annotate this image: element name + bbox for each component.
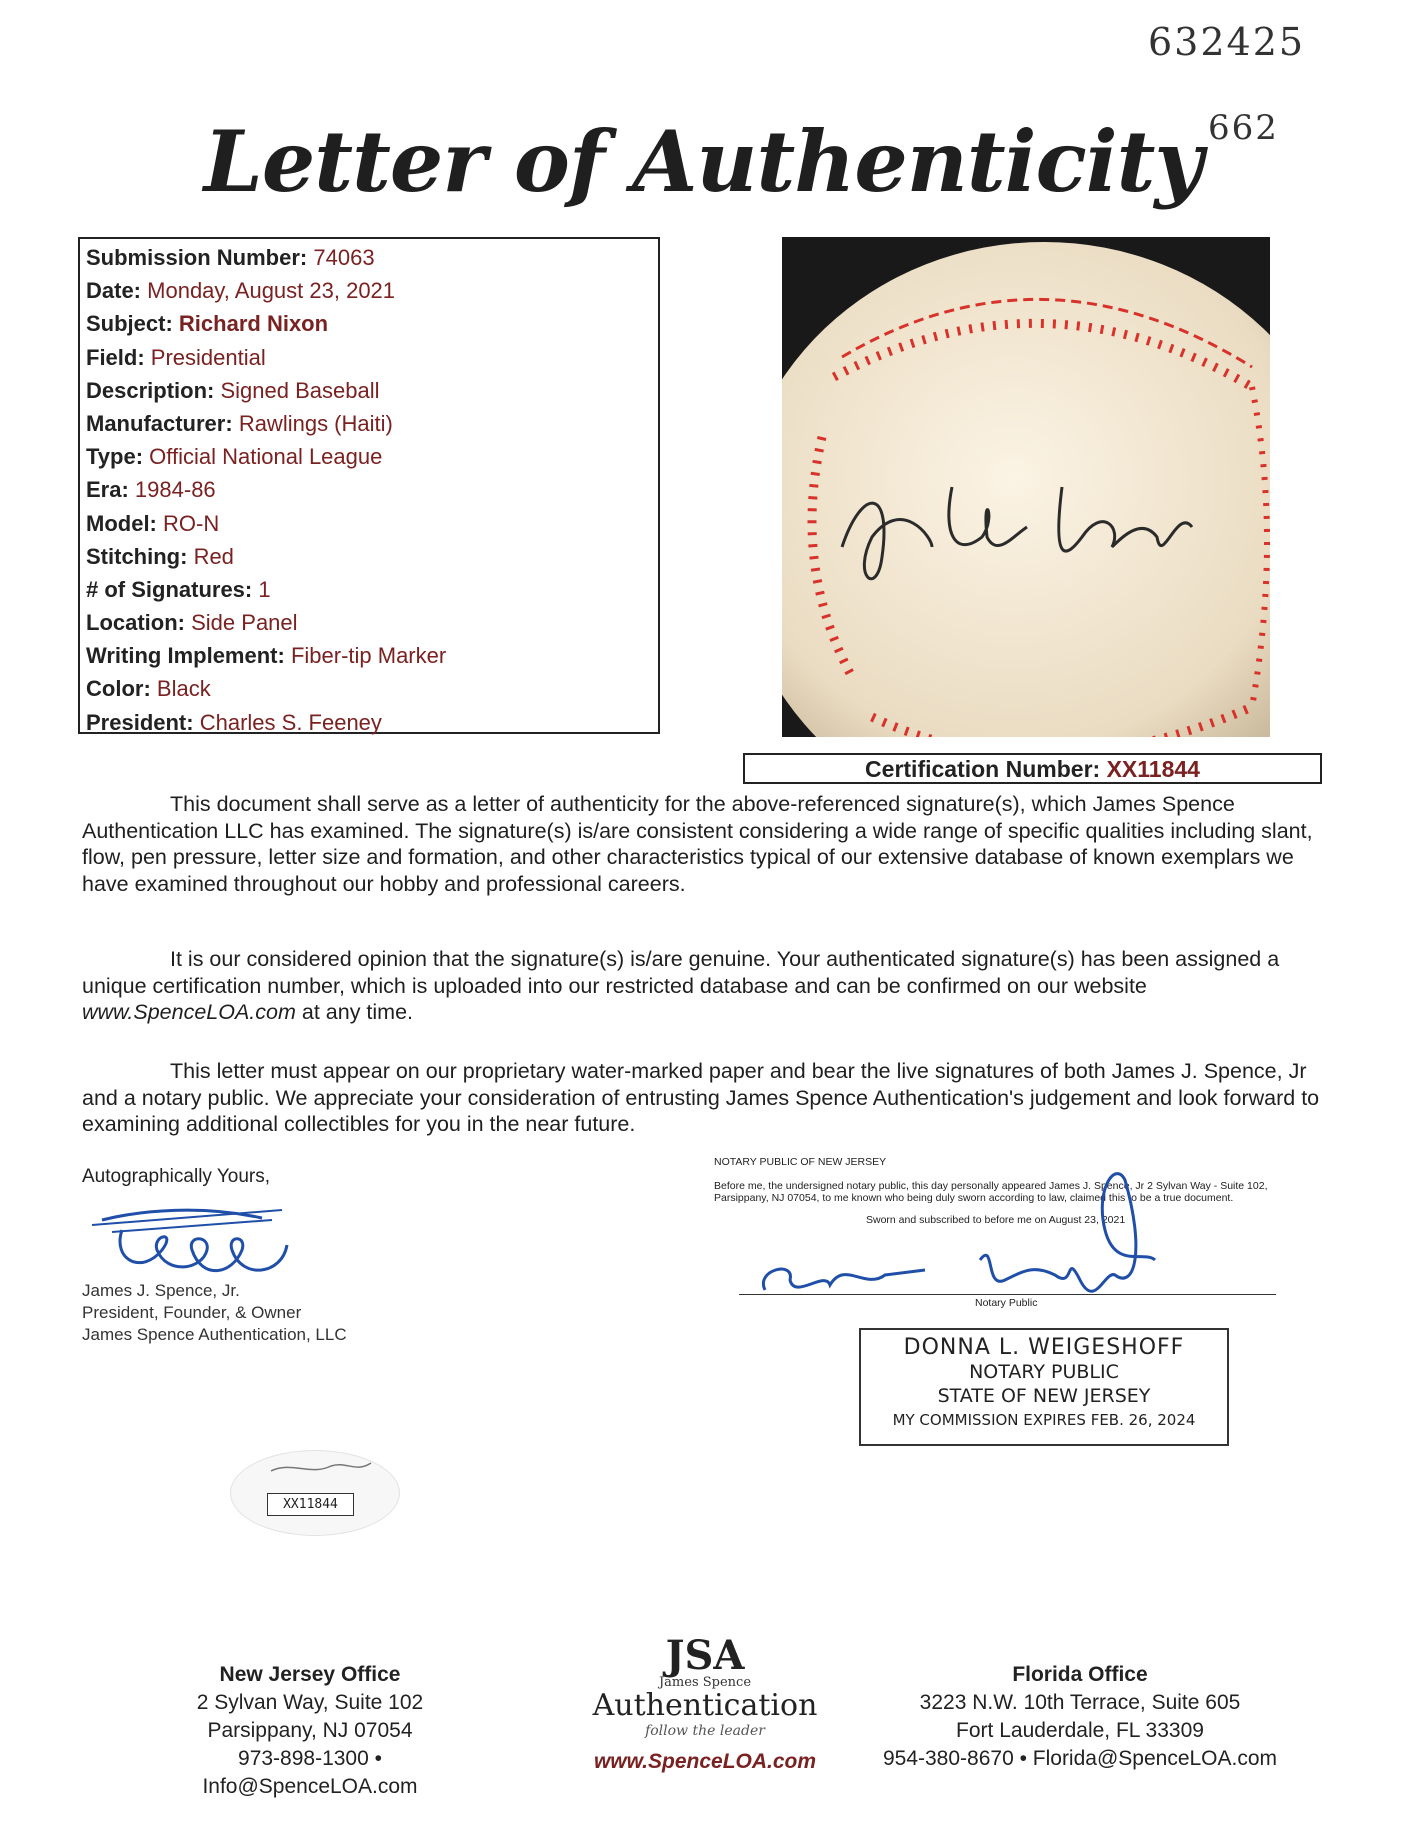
notary-sworn: Sworn and subscribed to before me on August 23, 2021 bbox=[866, 1214, 1126, 1226]
detail-value: RO-N bbox=[163, 510, 220, 536]
sticker-number: XX11844 bbox=[267, 1493, 354, 1516]
detail-label: Subject: bbox=[86, 311, 173, 337]
stamp-commission: MY COMMISSION EXPIRES FEB. 26, 2024 bbox=[892, 1411, 1196, 1429]
detail-row bbox=[86, 639, 652, 672]
paragraph-3: This letter must appear on our proprietary water-marked paper and bear the live signatures of both James J. Spence, Jr and a notary public. We appreciate your consideration of entrusting James Spence Authentication's judgement and look forward to examining additional collectibles for you in the near future. bbox=[82, 1059, 1320, 1136]
detail-row bbox=[86, 341, 652, 374]
detail-row bbox=[86, 473, 652, 506]
detail-label: Description: bbox=[86, 377, 215, 403]
jsa-logo bbox=[560, 1632, 850, 1774]
notary-stamp bbox=[859, 1328, 1229, 1446]
signoff-block bbox=[82, 1166, 347, 1346]
detail-label: Field: bbox=[86, 344, 145, 370]
stamp-name: DONNA L. WEIGESHOFF bbox=[903, 1335, 1185, 1360]
detail-value: 74063 bbox=[313, 245, 375, 270]
detail-value: 1 bbox=[258, 576, 271, 602]
detail-row bbox=[86, 374, 652, 407]
closing-text: Autographically Yours, bbox=[82, 1166, 271, 1187]
jsa-logo-tagline: follow the leader bbox=[645, 1723, 765, 1739]
detail-row bbox=[86, 606, 652, 639]
fl-office-line1: 3223 N.W. 10th Terrace, Suite 605 bbox=[919, 1691, 1241, 1714]
ball-surface bbox=[782, 242, 1270, 737]
detail-label: Color: bbox=[86, 676, 151, 702]
detail-label: President: bbox=[86, 709, 194, 735]
detail-label: # of Signatures: bbox=[86, 576, 253, 602]
detail-label: Era: bbox=[86, 477, 129, 503]
fl-office-heading: Florida Office bbox=[1012, 1663, 1148, 1686]
detail-row bbox=[86, 706, 652, 739]
detail-row bbox=[86, 672, 652, 705]
handwritten-number-1: 632425 bbox=[1148, 20, 1306, 64]
certification-label: Certification Number: bbox=[865, 756, 1101, 782]
paragraph-1: This document shall serve as a letter of authenticity for the above-referenced signature(s), which James Spence Authentication LLC has examined. The signature(s) is/are consistent considering a wide range of specific qualities including slant, flow, pen pressure, letter size and formation, and other characteristics typical of our extensive database of known exemplars we have examined throughout our hobby and professional careers. bbox=[82, 792, 1313, 896]
signer-name: James J. Spence, Jr. bbox=[82, 1281, 240, 1300]
page-title: Letter of Authenticity bbox=[203, 112, 1203, 211]
detail-value: Monday, August 23, 2021 bbox=[147, 278, 396, 304]
paragraph-2: It is our considered opinion that the signature(s) is/are genuine. Your authenticated signature(s) has been assigned a unique certification number, which is uploaded into our restricted database and can be confirmed on our website www.SpenceLOA.com at any time. bbox=[82, 947, 1280, 1024]
detail-value: Black bbox=[156, 676, 211, 702]
detail-value: Official National League bbox=[149, 444, 383, 470]
detail-value: Rawlings (Haiti) bbox=[238, 410, 393, 436]
detail-value: Signed Baseball bbox=[220, 377, 380, 403]
fl-office bbox=[860, 1661, 1300, 1773]
signer-company: James Spence Authentication, LLC bbox=[82, 1325, 347, 1344]
detail-label: Submission Number: bbox=[86, 245, 308, 270]
stamp-title: NOTARY PUBLIC bbox=[969, 1361, 1119, 1383]
detail-value: Fiber-tip Marker bbox=[290, 643, 447, 669]
detail-row bbox=[86, 573, 652, 606]
detail-label: Type: bbox=[86, 444, 144, 470]
spence-signature bbox=[82, 1190, 322, 1280]
notary-statement: Before me, the undersigned notary public, this day personally appeared James J. Spence, Jr 2 Sylvan Way - Suite 102, Parsippany, NJ 07054, to me known who being duly sworn according to law, claimed this to be a true document. bbox=[714, 1180, 1268, 1204]
detail-label: Stitching: bbox=[86, 543, 188, 569]
fl-office-line2: Fort Lauderdale, FL 33309 bbox=[956, 1719, 1204, 1742]
details-table bbox=[78, 237, 660, 734]
notary-signature-line bbox=[739, 1294, 1276, 1295]
detail-label: Date: bbox=[86, 278, 142, 304]
fl-office-contact: 954-380-8670 • Florida@SpenceLOA.com bbox=[882, 1747, 1278, 1770]
sticker-signature bbox=[231, 1451, 399, 1491]
notary-signature bbox=[735, 1150, 1195, 1310]
detail-row bbox=[86, 507, 652, 540]
notary-line-label: Notary Public bbox=[975, 1297, 1038, 1309]
detail-row bbox=[86, 307, 652, 340]
detail-label: Manufacturer: bbox=[86, 410, 233, 436]
detail-row bbox=[86, 540, 652, 573]
jsa-logo-mark: JSA bbox=[665, 1632, 745, 1679]
jsa-logo-word: Authentication bbox=[592, 1688, 818, 1723]
baseball-image bbox=[782, 237, 1270, 737]
detail-value: Presidential bbox=[150, 344, 266, 370]
nj-office-contact: 973-898-1300 • Info@SpenceLOA.com bbox=[202, 1747, 418, 1798]
certification-number: XX11844 bbox=[1106, 756, 1200, 782]
notary-header: NOTARY PUBLIC OF NEW JERSEY bbox=[714, 1156, 887, 1168]
signer-title: President, Founder, & Owner bbox=[82, 1303, 302, 1322]
detail-value: Red bbox=[193, 543, 234, 569]
baseball-photo bbox=[782, 237, 1270, 737]
nj-office-heading: New Jersey Office bbox=[219, 1663, 401, 1686]
detail-row bbox=[86, 440, 652, 473]
detail-row bbox=[86, 274, 652, 307]
detail-label: Location: bbox=[86, 610, 185, 636]
nj-office bbox=[145, 1661, 475, 1801]
detail-value: Richard Nixon bbox=[178, 311, 329, 337]
detail-value: Side Panel bbox=[191, 610, 298, 636]
nj-office-line1: 2 Sylvan Way, Suite 102 bbox=[196, 1691, 424, 1714]
stamp-state: STATE OF NEW JERSEY bbox=[937, 1385, 1151, 1407]
handwritten-number-2: 662 bbox=[1208, 108, 1279, 148]
website-link[interactable]: www.SpenceLOA.com bbox=[82, 1000, 296, 1024]
detail-value: Charles S. Feeney bbox=[199, 709, 382, 735]
certification-box bbox=[743, 753, 1322, 784]
detail-value: 1984-86 bbox=[134, 477, 216, 503]
nj-office-line2: Parsippany, NJ 07054 bbox=[207, 1719, 413, 1742]
detail-row bbox=[86, 407, 652, 440]
footer-website[interactable]: www.SpenceLOA.com bbox=[593, 1750, 817, 1773]
detail-label: Model: bbox=[86, 510, 157, 536]
jsa-logo-sub: James Spence bbox=[658, 1675, 752, 1690]
detail-label: Writing Implement: bbox=[86, 643, 285, 669]
detail-row bbox=[86, 241, 652, 274]
